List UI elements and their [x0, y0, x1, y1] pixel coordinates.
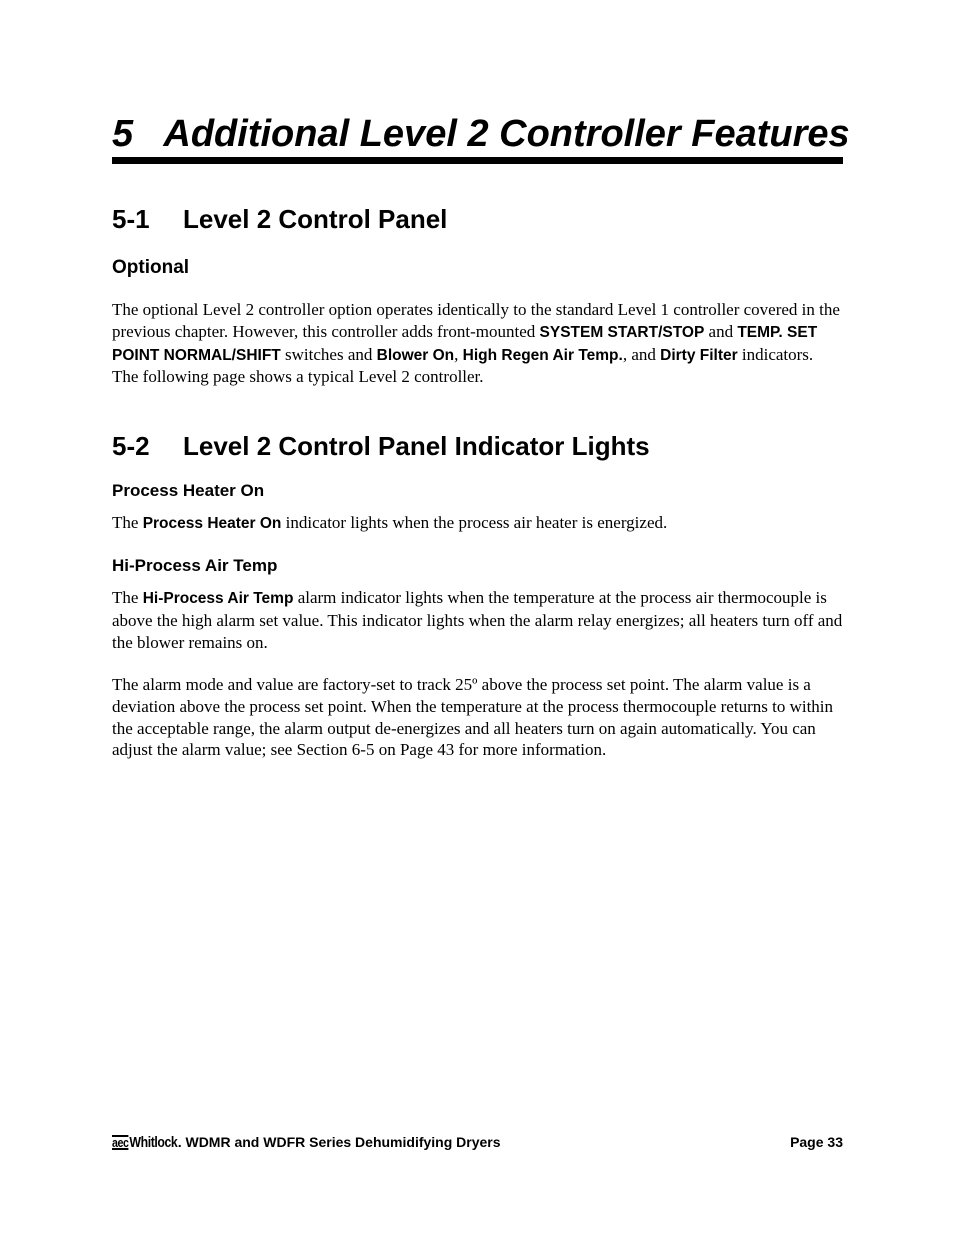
subheading-hi-process-air-temp: Hi-Process Air Temp: [112, 556, 278, 575]
chapter-number: 5: [112, 113, 134, 155]
section-title-text: Level 2 Control Panel Indicator Lights: [183, 431, 650, 461]
whitlock-logo: [112, 1132, 177, 1154]
section-title-text: Level 2 Control Panel: [183, 204, 448, 234]
subheading-process-heater-on: Process Heater On: [112, 481, 265, 500]
bold-term: SYSTEM START/STOP: [539, 323, 705, 341]
text-run: indicator lights when the process air heater is energized.: [281, 513, 668, 532]
section-number: 5-2: [112, 431, 150, 461]
bold-term: Process Heater On: [142, 515, 282, 532]
text-run: The: [112, 588, 143, 607]
text-run: ,: [454, 344, 463, 364]
brand-name: Whitlock: [129, 1134, 178, 1151]
bold-term: High Regen Air Temp.: [462, 346, 623, 364]
chapter-title: [112, 110, 850, 158]
subheading-optional: Optional: [112, 257, 190, 278]
page-number: Page 33: [790, 1134, 843, 1150]
text-run: alarm indicator lights when the temperature at the process air thermocouple is above the high alarm set value. This indicator lights when the alarm relay energizes; all heaters turn off and the blower remains on.: [112, 588, 843, 652]
aec-logo-mark: aec: [112, 1135, 129, 1150]
footer-doc-title: . WDMR and WDFR Series Dehumidifying Dryers: [177, 1134, 501, 1150]
chapter-title-rule: [112, 157, 843, 164]
paragraph-optional: [112, 299, 843, 388]
bold-term: Dirty Filter: [660, 346, 738, 364]
bold-term: Blower On: [376, 346, 455, 364]
section-title-5-1: [112, 203, 447, 235]
bold-term: TEMP. SET POINT NORMAL/SHIFT: [112, 323, 818, 364]
paragraph-hi-process-air-temp: [112, 587, 843, 653]
bold-term: Hi-Process Air Temp: [142, 590, 294, 607]
text-run: indicators. The following page shows a typical Level 2 controller.: [112, 344, 814, 387]
paragraph-alarm-mode: The alarm mode and value are factory-set to track 25º above the process set point. The alarm value is a deviation above the process set point. When the temperature at the process thermocouple returns to within the acceptable range, the alarm output de-energizes and all heaters turn on again automatically. You can adjust the alarm value; see Section 6-5 on Page 43 for more information.: [112, 675, 834, 760]
text-run: and: [704, 321, 738, 341]
text-run: The: [112, 513, 143, 532]
page-footer: [112, 1131, 843, 1153]
section-number: 5-1: [112, 204, 150, 234]
text-run: switches and: [280, 344, 377, 364]
paragraph-process-heater-on: [112, 512, 843, 535]
section-title-5-2: [112, 430, 650, 462]
text-run: , and: [622, 344, 661, 364]
text-run: The optional Level 2 controller option operates identically to the standard Level 1 controller covered in the previous chapter. However, this controller adds front-mounted: [112, 300, 840, 341]
chapter-title-text: Additional Level 2 Controller Features: [163, 113, 850, 155]
